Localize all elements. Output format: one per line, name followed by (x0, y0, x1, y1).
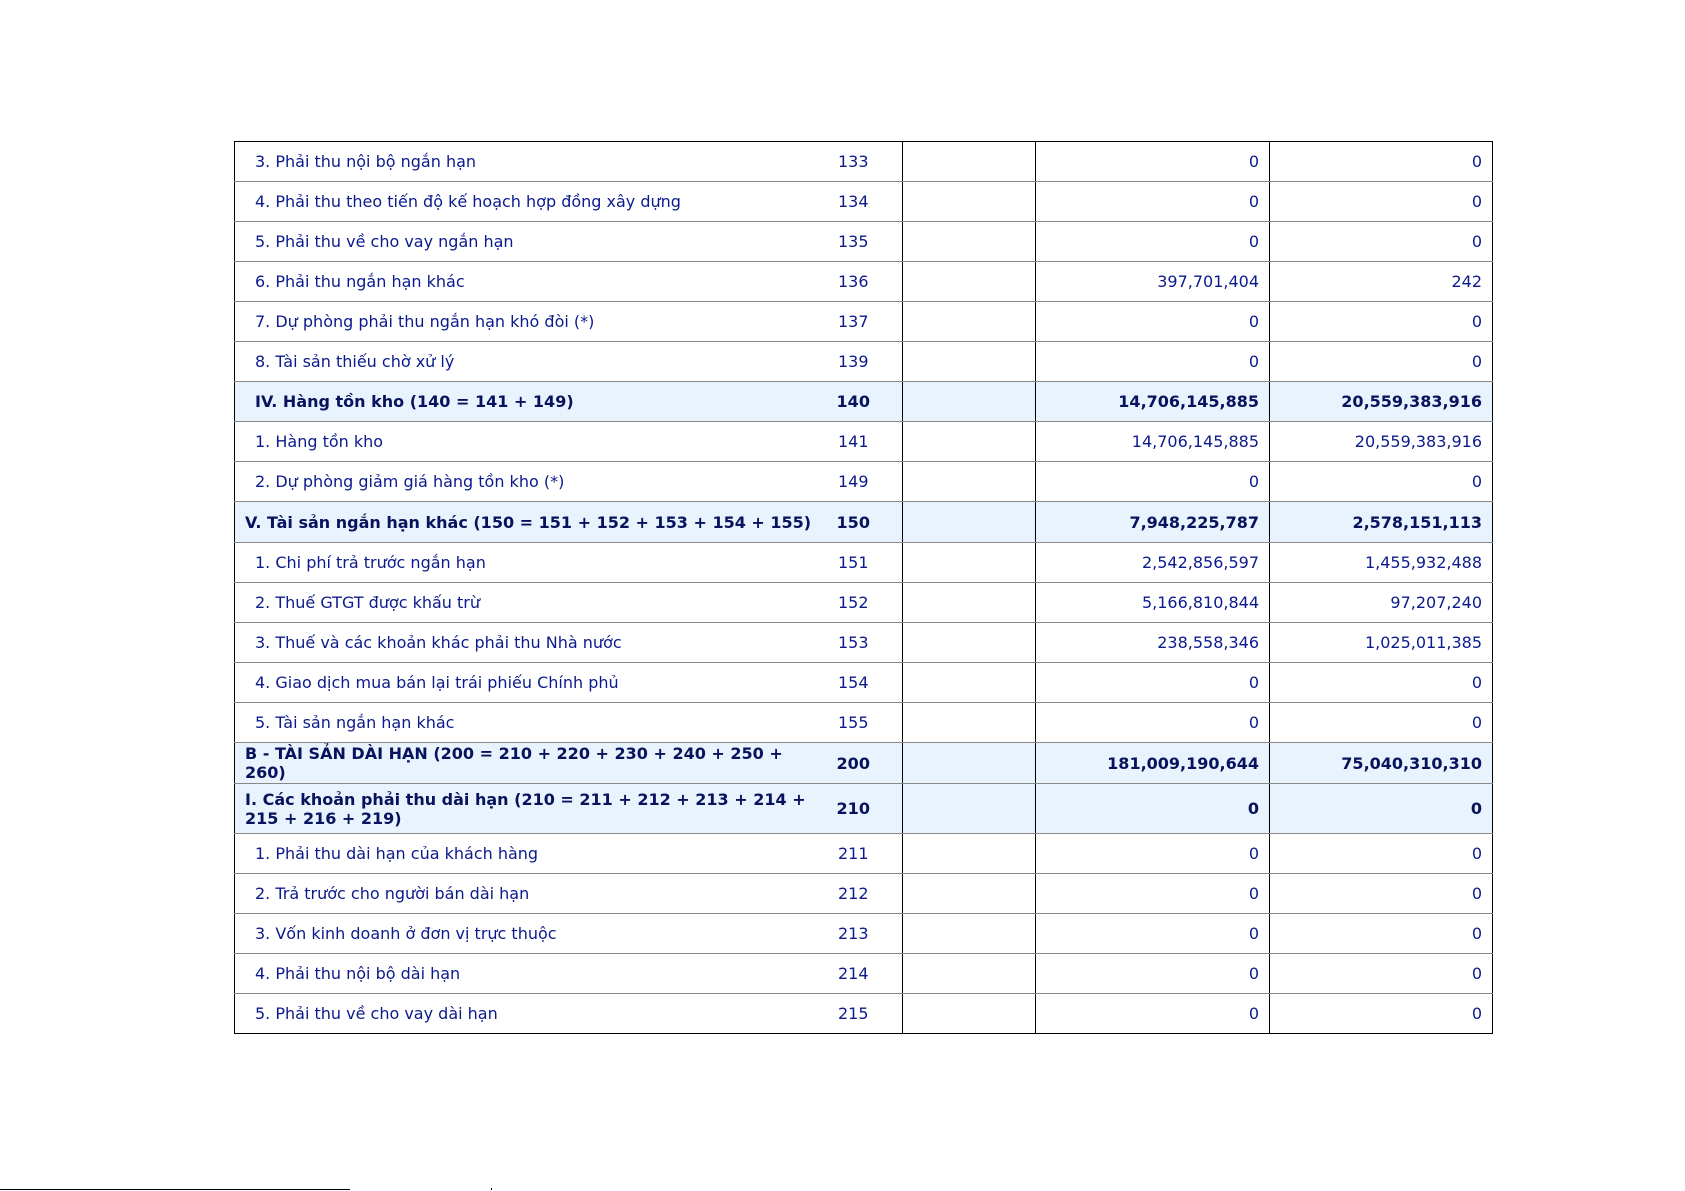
table-row (235, 142, 1493, 182)
balance-sheet-table (234, 141, 1493, 1034)
row-note (903, 703, 1036, 743)
row-code-text: 200 (836, 753, 870, 773)
row-label-text: I. Các khoản phải thu dài hạn (210 = 211 + 212 + 213 + 214 + 215 + 216 + 219) (245, 789, 806, 828)
row-code (825, 994, 903, 1034)
row-begin-balance (1270, 874, 1493, 914)
row-begin-balance (1270, 954, 1493, 994)
row-code-text: 133 (837, 152, 869, 171)
row-begin-balance (1270, 182, 1493, 222)
row-code-text: 212 (837, 884, 869, 903)
row-end-balance (1036, 834, 1270, 874)
row-label-text: 2. Dự phòng giảm giá hàng tồn kho (*) (255, 472, 565, 491)
row-label-text: 8. Tài sản thiếu chờ xử lý (255, 352, 455, 371)
row-begin-balance (1270, 262, 1493, 302)
row-begin-balance (1270, 142, 1493, 182)
row-end-balance-text: 0 (1248, 673, 1259, 692)
row-label-text: 1. Chi phí trả trước ngắn hạn (255, 553, 486, 572)
row-end-balance (1036, 994, 1270, 1034)
row-code-text: 136 (837, 272, 869, 291)
row-note (903, 142, 1036, 182)
row-end-balance (1036, 462, 1270, 502)
row-end-balance (1036, 784, 1270, 834)
row-code-text: 151 (837, 553, 869, 572)
row-code-text: 214 (837, 964, 869, 983)
table-row (235, 422, 1493, 462)
row-label (235, 784, 825, 834)
row-code (825, 663, 903, 703)
row-end-balance-text: 0 (1248, 312, 1259, 331)
row-note (903, 784, 1036, 834)
row-label (235, 182, 825, 222)
row-label (235, 954, 825, 994)
table-row (235, 302, 1493, 342)
row-code-text: 150 (836, 512, 870, 532)
row-label (235, 743, 825, 784)
row-label (235, 994, 825, 1034)
row-begin-balance-text: 0 (1471, 472, 1482, 491)
balance-sheet-body (235, 142, 1493, 1034)
row-code (825, 262, 903, 302)
row-note (903, 382, 1036, 422)
row-code-text: 215 (837, 1004, 869, 1023)
row-note (903, 874, 1036, 914)
row-end-balance (1036, 874, 1270, 914)
row-code-text: 210 (836, 799, 870, 818)
table-row (235, 874, 1493, 914)
row-note (903, 663, 1036, 703)
row-begin-balance-text: 0 (1471, 673, 1482, 692)
row-begin-balance-text: 0 (1470, 799, 1482, 818)
row-begin-balance-text: 20,559,383,916 (1354, 432, 1482, 451)
row-begin-balance (1270, 543, 1493, 583)
section-row (235, 382, 1493, 422)
row-end-balance (1036, 623, 1270, 663)
row-code-text: 211 (837, 844, 869, 863)
row-code-text: 153 (837, 633, 869, 652)
row-end-balance (1036, 543, 1270, 583)
row-label-text: 5. Phải thu về cho vay dài hạn (255, 1004, 498, 1023)
row-begin-balance (1270, 914, 1493, 954)
table-row (235, 462, 1493, 502)
row-end-balance (1036, 382, 1270, 422)
row-begin-balance-text: 0 (1471, 312, 1482, 331)
table-row (235, 914, 1493, 954)
row-note (903, 914, 1036, 954)
row-label-text: 4. Phải thu theo tiến độ kế hoạch hợp đồng xây dựng (255, 192, 681, 211)
row-label (235, 543, 825, 583)
row-note (903, 834, 1036, 874)
section-row (235, 502, 1493, 543)
table-row (235, 342, 1493, 382)
row-begin-balance-text: 75,040,310,310 (1341, 753, 1482, 773)
row-label-text: 3. Phải thu nội bộ ngắn hạn (255, 152, 477, 171)
row-code-text: 149 (837, 472, 869, 491)
table-row (235, 623, 1493, 663)
row-code (825, 623, 903, 663)
row-note (903, 422, 1036, 462)
row-begin-balance (1270, 502, 1493, 543)
row-begin-balance-text: 0 (1471, 884, 1482, 903)
row-label-text: 3. Thuế và các khoản khác phải thu Nhà nước (255, 633, 622, 652)
row-label (235, 342, 825, 382)
row-begin-balance (1270, 834, 1493, 874)
row-code-text: 141 (837, 432, 869, 451)
row-label (235, 583, 825, 623)
row-code (825, 914, 903, 954)
row-begin-balance (1270, 462, 1493, 502)
row-note (903, 502, 1036, 543)
row-end-balance-text: 0 (1248, 844, 1259, 863)
row-begin-balance-text: 0 (1471, 713, 1482, 732)
row-code (825, 342, 903, 382)
row-end-balance (1036, 583, 1270, 623)
row-note (903, 623, 1036, 663)
row-end-balance-text: 0 (1248, 232, 1259, 251)
row-code (825, 182, 903, 222)
table-row (235, 994, 1493, 1034)
row-end-balance-text: 0 (1248, 1004, 1259, 1023)
row-code (825, 583, 903, 623)
row-begin-balance (1270, 743, 1493, 784)
row-code-text: 213 (837, 924, 869, 943)
row-begin-balance (1270, 784, 1493, 834)
row-label-text: 2. Trả trước cho người bán dài hạn (255, 884, 530, 903)
row-end-balance (1036, 422, 1270, 462)
row-code (825, 784, 903, 834)
row-begin-balance-text: 0 (1471, 232, 1482, 251)
row-note (903, 954, 1036, 994)
row-label (235, 703, 825, 743)
row-end-balance (1036, 342, 1270, 382)
row-label (235, 382, 825, 422)
row-label (235, 874, 825, 914)
row-begin-balance-text: 0 (1471, 152, 1482, 171)
row-end-balance-text: 2,542,856,597 (1141, 553, 1259, 572)
row-label-text: 1. Hàng tồn kho (255, 432, 384, 451)
row-code-text: 154 (837, 673, 869, 692)
row-end-balance-text: 0 (1248, 713, 1259, 732)
row-label (235, 222, 825, 262)
row-label-text: IV. Hàng tồn kho (140 = 141 + 149) (255, 392, 574, 411)
row-begin-balance-text: 0 (1471, 924, 1482, 943)
row-label-text: 4. Phải thu nội bộ dài hạn (255, 964, 461, 983)
row-label-text: 2. Thuế GTGT được khấu trừ (255, 593, 481, 612)
section-row (235, 784, 1493, 834)
row-begin-balance-text: 0 (1471, 192, 1482, 211)
row-end-balance-text: 238,558,346 (1157, 633, 1259, 652)
row-code (825, 462, 903, 502)
row-note (903, 262, 1036, 302)
row-begin-balance-text: 97,207,240 (1390, 593, 1482, 612)
row-label (235, 502, 825, 543)
row-begin-balance-text: 2,578,151,113 (1352, 512, 1482, 532)
row-label (235, 142, 825, 182)
row-end-balance (1036, 703, 1270, 743)
row-label (235, 262, 825, 302)
table-row (235, 834, 1493, 874)
row-begin-balance-text: 1,025,011,385 (1364, 633, 1482, 652)
row-note (903, 743, 1036, 784)
row-end-balance (1036, 914, 1270, 954)
row-begin-balance (1270, 994, 1493, 1034)
row-code (825, 502, 903, 543)
row-note (903, 182, 1036, 222)
row-label-text: B - TÀI SẢN DÀI HẠN (200 = 210 + 220 + 230 + 240 + 250 + 260) (245, 744, 783, 782)
row-code (825, 302, 903, 342)
row-note (903, 543, 1036, 583)
row-label-text: 3. Vốn kinh doanh ở đơn vị trực thuộc (255, 924, 557, 943)
row-end-balance-text: 0 (1248, 964, 1259, 983)
table-row (235, 663, 1493, 703)
section-row (235, 743, 1493, 784)
row-code-text: 134 (837, 192, 869, 211)
row-end-balance-text: 397,701,404 (1157, 272, 1259, 291)
row-code (825, 142, 903, 182)
row-code (825, 422, 903, 462)
row-note (903, 342, 1036, 382)
footer-rule (0, 1189, 350, 1190)
row-begin-balance-text: 1,455,932,488 (1364, 553, 1482, 572)
row-label (235, 462, 825, 502)
row-begin-balance (1270, 583, 1493, 623)
row-begin-balance-text: 0 (1471, 1004, 1482, 1023)
row-begin-balance (1270, 663, 1493, 703)
row-code-text: 152 (837, 593, 869, 612)
row-begin-balance (1270, 703, 1493, 743)
table-row (235, 543, 1493, 583)
row-end-balance-text: 0 (1248, 192, 1259, 211)
row-begin-balance (1270, 422, 1493, 462)
row-code-text: 139 (837, 352, 869, 371)
row-label (235, 302, 825, 342)
row-label (235, 834, 825, 874)
row-label-text: 4. Giao dịch mua bán lại trái phiếu Chính phủ (255, 673, 619, 692)
row-end-balance-text: 7,948,225,787 (1129, 512, 1259, 532)
table-row (235, 583, 1493, 623)
row-end-balance-text: 181,009,190,644 (1107, 753, 1259, 773)
table-row (235, 262, 1493, 302)
row-label-text: 6. Phải thu ngắn hạn khác (255, 272, 465, 291)
row-label-text: 5. Phải thu về cho vay ngắn hạn (255, 232, 514, 251)
row-end-balance-text: 0 (1248, 152, 1259, 171)
row-end-balance (1036, 262, 1270, 302)
row-code (825, 222, 903, 262)
row-end-balance (1036, 182, 1270, 222)
row-label-text: 1. Phải thu dài hạn của khách hàng (255, 844, 539, 863)
row-end-balance-text: 0 (1248, 924, 1259, 943)
row-end-balance (1036, 954, 1270, 994)
row-begin-balance-text: 242 (1451, 272, 1482, 291)
row-begin-balance (1270, 222, 1493, 262)
row-end-balance (1036, 743, 1270, 784)
table-row (235, 954, 1493, 994)
row-end-balance-text: 14,706,145,885 (1118, 392, 1259, 411)
row-begin-balance-text: 0 (1471, 352, 1482, 371)
row-code (825, 543, 903, 583)
row-begin-balance (1270, 302, 1493, 342)
row-end-balance-text: 0 (1248, 472, 1259, 491)
table-row (235, 182, 1493, 222)
row-end-balance (1036, 222, 1270, 262)
row-note (903, 302, 1036, 342)
row-begin-balance (1270, 342, 1493, 382)
row-end-balance-text: 5,166,810,844 (1141, 593, 1259, 612)
row-code-text: 140 (836, 392, 870, 411)
row-label-text: V. Tài sản ngắn hạn khác (150 = 151 + 152 + 153 + 154 + 155) (245, 512, 812, 532)
row-end-balance (1036, 502, 1270, 543)
row-code (825, 834, 903, 874)
row-end-balance-text: 0 (1248, 884, 1259, 903)
row-begin-balance (1270, 623, 1493, 663)
row-end-balance-text: 0 (1248, 352, 1259, 371)
row-begin-balance-text: 20,559,383,916 (1341, 392, 1482, 411)
row-end-balance (1036, 142, 1270, 182)
row-note (903, 583, 1036, 623)
row-code (825, 703, 903, 743)
row-code-text: 135 (837, 232, 869, 251)
row-label (235, 623, 825, 663)
row-label-text: 7. Dự phòng phải thu ngắn hạn khó đòi (*) (255, 312, 595, 331)
row-end-balance-text: 14,706,145,885 (1131, 432, 1259, 451)
row-code (825, 874, 903, 914)
row-code-text: 155 (837, 713, 869, 732)
footer-mark (491, 1188, 492, 1190)
row-begin-balance-text: 0 (1471, 964, 1482, 983)
row-note (903, 222, 1036, 262)
table-row (235, 703, 1493, 743)
row-label (235, 422, 825, 462)
row-code (825, 954, 903, 994)
row-begin-balance (1270, 382, 1493, 422)
row-code (825, 743, 903, 784)
row-code (825, 382, 903, 422)
row-note (903, 462, 1036, 502)
row-note (903, 994, 1036, 1034)
row-label (235, 663, 825, 703)
row-label (235, 914, 825, 954)
row-begin-balance-text: 0 (1471, 844, 1482, 863)
row-end-balance (1036, 302, 1270, 342)
row-end-balance (1036, 663, 1270, 703)
row-code-text: 137 (837, 312, 869, 331)
row-label-text: 5. Tài sản ngắn hạn khác (255, 713, 455, 732)
table-row (235, 222, 1493, 262)
row-end-balance-text: 0 (1247, 799, 1259, 818)
